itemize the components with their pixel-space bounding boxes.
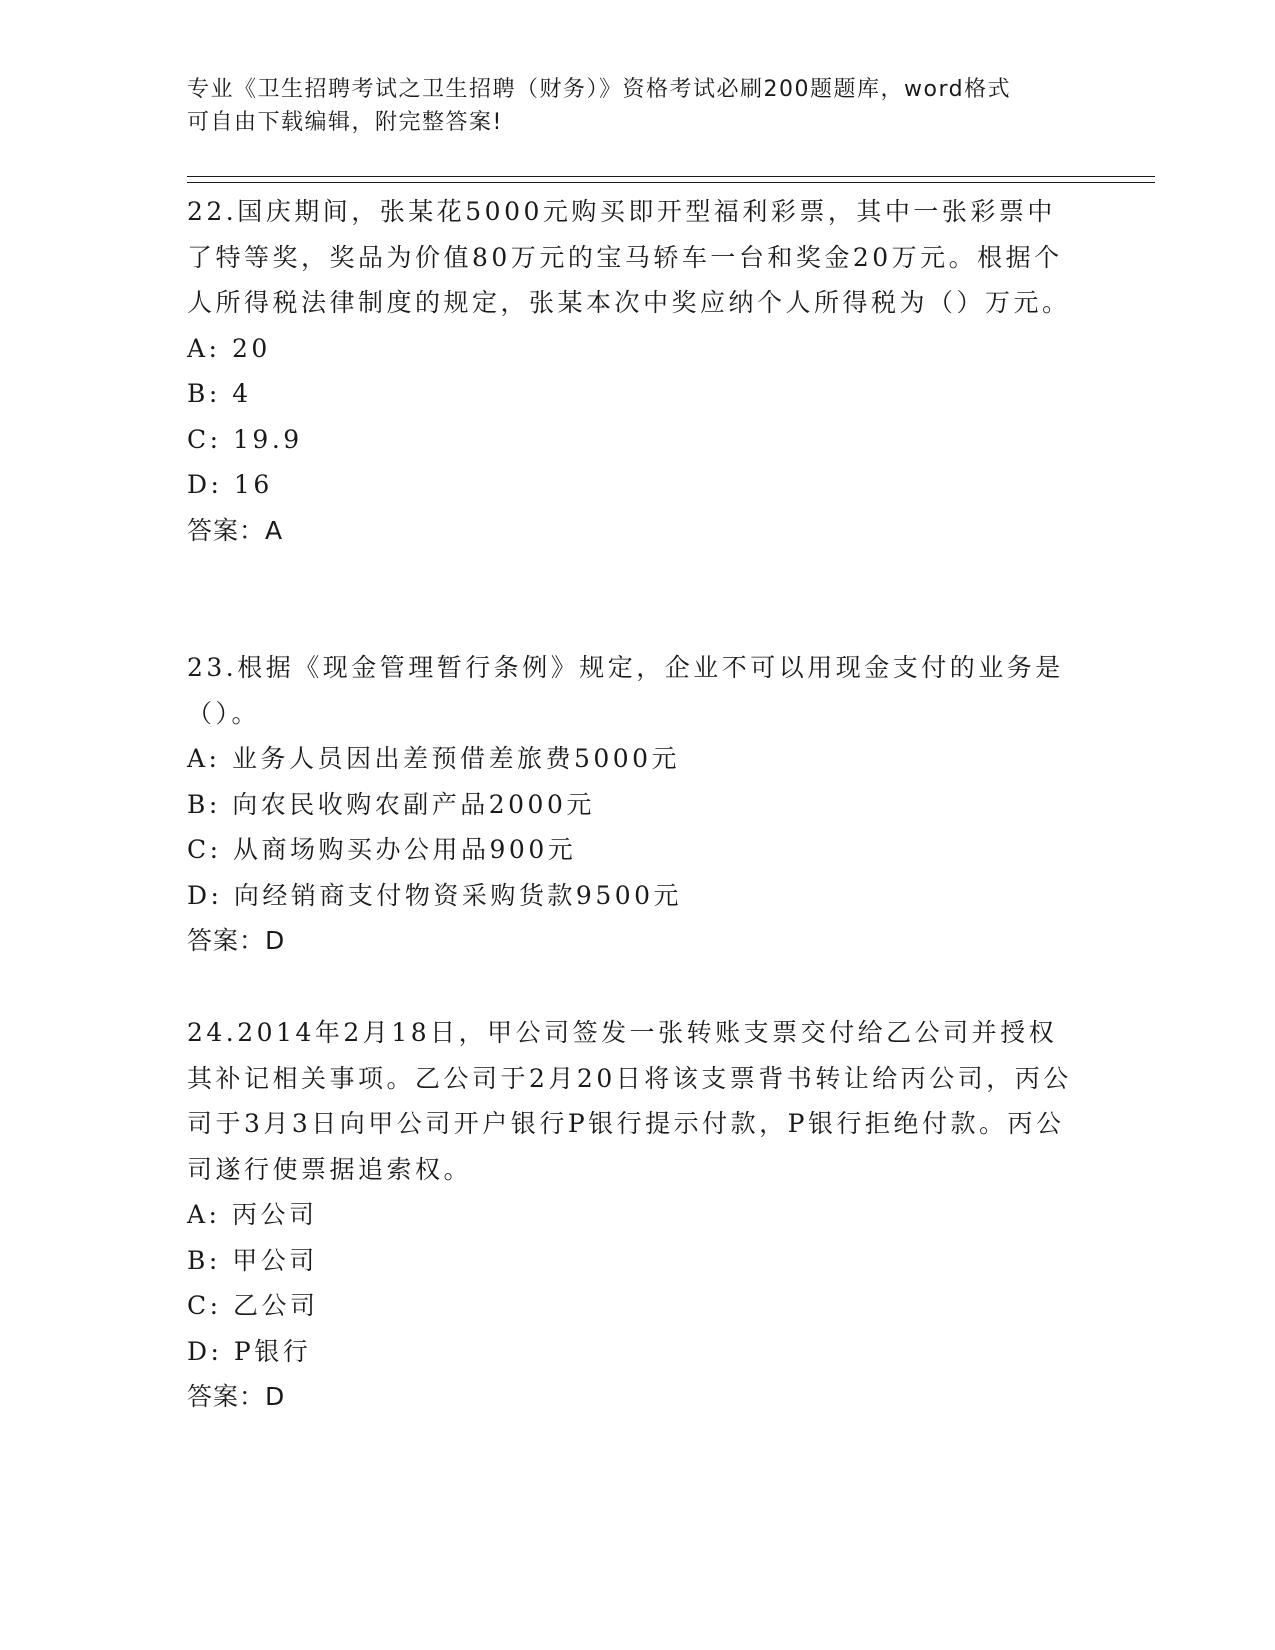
option-a — [187, 326, 1077, 372]
option-key: C: — [187, 1291, 222, 1320]
option-key: D: — [187, 880, 223, 910]
question-24 — [187, 1010, 1077, 1420]
option-text: 20 — [231, 333, 271, 363]
option-key: A: — [187, 333, 221, 363]
option-d — [187, 873, 1077, 919]
question-stem: 22.国庆期间，张某花5000元购买即开型福利彩票，其中一张彩票中了特等奖，奖品为价值80万元的宝马轿车一台和奖金20万元。根据个人所得税法律制度的规定，张某本次中奖应纳个人所得税为（）万元。 — [187, 197, 1071, 317]
option-b — [187, 371, 1077, 417]
header-line-2: 可自由下载编辑，附完整答案! — [187, 110, 503, 135]
answer-line: 答案：D — [187, 1382, 286, 1411]
header-divider-bottom — [187, 182, 1155, 183]
answer-line: 答案：D — [187, 926, 286, 955]
option-d — [187, 462, 1077, 508]
option-b — [187, 782, 1077, 828]
option-key: D: — [187, 470, 223, 499]
option-key: B: — [187, 789, 221, 819]
question-22 — [187, 189, 1077, 553]
option-key: A: — [187, 1200, 221, 1229]
option-key: B: — [187, 1245, 221, 1275]
option-text: 向经销商支付物资采购货款9500元 — [233, 880, 683, 910]
header-divider-top — [187, 176, 1155, 177]
option-text: 甲公司 — [232, 1245, 318, 1275]
option-key: D: — [187, 1336, 223, 1366]
option-b — [187, 1238, 1077, 1284]
option-d — [187, 1329, 1077, 1375]
option-key: C: — [187, 835, 222, 864]
answer-line: 答案：A — [187, 515, 284, 545]
option-text: 丙公司 — [231, 1200, 318, 1229]
option-text: 向农民收购农副产品2000元 — [232, 789, 595, 819]
header-line-1: 专业《卫生招聘考试之卫生招聘（财务）》资格考试必刷200题题库，word格式 — [187, 77, 1012, 102]
option-text: 16 — [233, 470, 273, 499]
option-a — [187, 1192, 1077, 1238]
option-text: 业务人员因出差预借差旅费5000元 — [231, 744, 681, 773]
option-c — [187, 827, 1077, 873]
option-c — [187, 1283, 1077, 1329]
question-23 — [187, 645, 1077, 964]
question-stem: 24.2014年2月18日，甲公司签发一张转账支票交付给乙公司并授权其补记相关事项。乙公司于2月20日将该支票背书转让给丙公司，丙公司于3月3日向甲公司开户银行P银行提示付款，P银行拒绝付款。丙公司遂行使票据追索权。 — [187, 1018, 1072, 1184]
option-key: C: — [187, 424, 222, 454]
option-text: 19.9 — [233, 424, 303, 454]
question-stem: 23.根据《现金管理暂行条例》规定，企业不可以用现金支付的业务是（）。 — [187, 653, 1064, 728]
document-header — [187, 73, 1067, 139]
option-key: B: — [187, 379, 221, 408]
option-text: P银行 — [233, 1336, 312, 1366]
option-a — [187, 736, 1077, 782]
option-text: 4 — [232, 379, 252, 408]
option-key: A: — [187, 744, 221, 773]
option-text: 从商场购买办公用品900元 — [233, 835, 577, 864]
option-text: 乙公司 — [233, 1291, 319, 1320]
option-c — [187, 417, 1077, 463]
